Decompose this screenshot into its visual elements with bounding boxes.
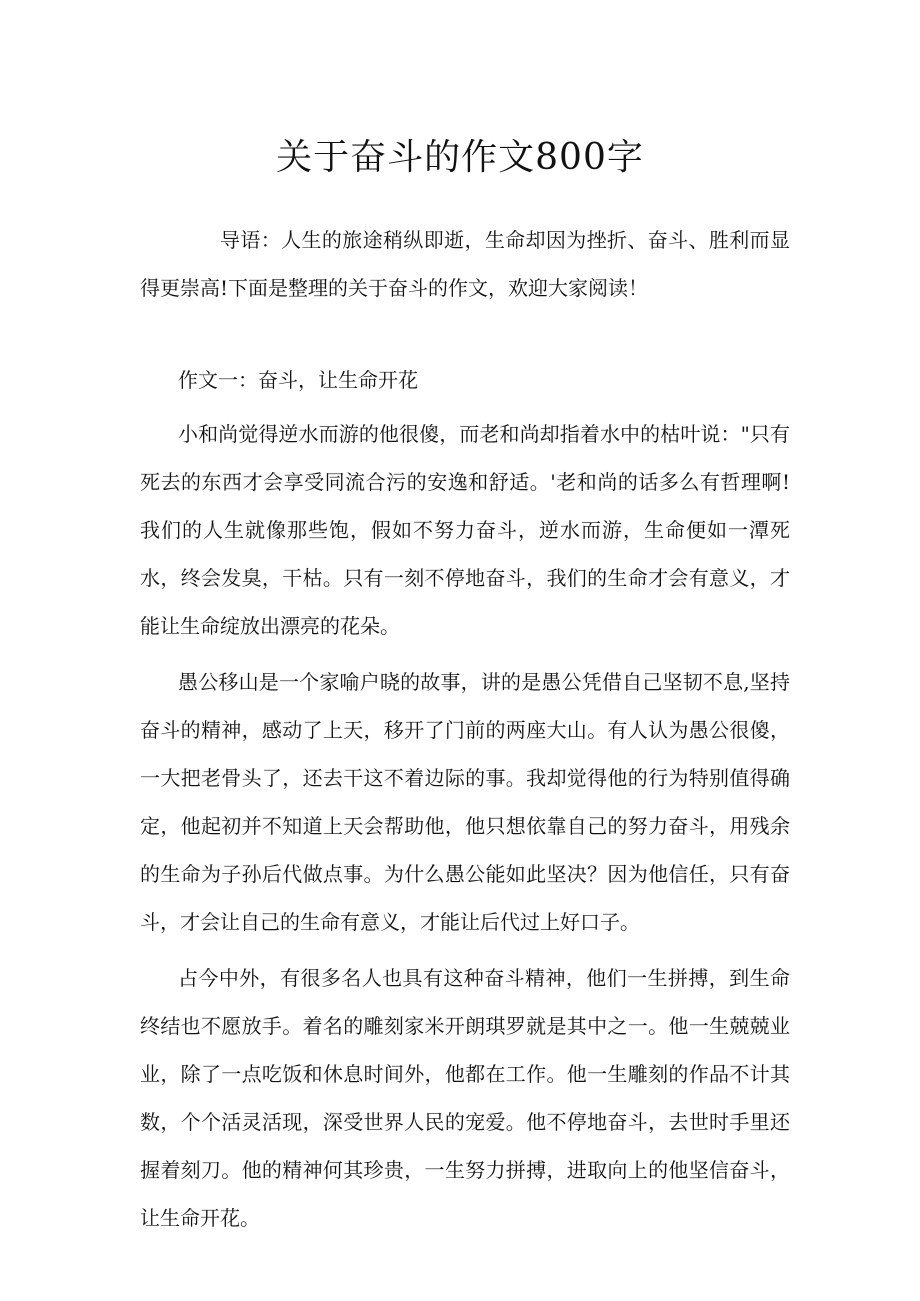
body-paragraph-3: 占今中外，有很多名人也具有这种奋斗精神，他们一生拼搏，到生命终结也不愿放手。着名的雕刻家米开朗琪罗就是其中之一。他一生兢兢业业，除了一点吃饭和休息时间外，他都在工作。他一生雕刻的作品不计其数，个个活灵活现，深受世界人民的宠爱。他不停地奋斗，去世时手里还握着刻刀。他的精神何其珍贵，一生努力拼搏，进取向上的他坚信奋斗，让生命开花。 xyxy=(140,966,790,1230)
body-paragraph-2: 愚公移山是一个家喻户晓的故事，讲的是愚公凭借自己坚韧不息,坚持奋斗的精神，感动了上天，移开了门前的两座大山。有人认为愚公很傻，一大把老骨头了，还去干这不着边际的事。我却觉得他的行为特别值得确定，他起初并不知道上天会帮助他，他只想依靠自己的努力奋斗，用残余的生命为子孙后代做点事。为什么愚公能如此坚决？因为他信任，只有奋斗，才会让自己的生命有意义，才能让后代过上好口子。 xyxy=(140,670,790,934)
body-paragraph-1: 小和尚觉得逆水而游的他很傻，而老和尚却指着水中的枯叶说："只有死去的东西才会享受同流合污的安逸和舒适。'老和尚的话多么有哲理啊!我们的人生就像那些饱，假如不努力奋斗，逆水而游，生命便如一潭死水，终会发臭，干枯。只有一刻不停地奋斗，我们的生命才会有意义，才能让生命绽放出漂亮的花朵。 xyxy=(140,422,790,638)
intro-paragraph: 导语：人生的旅途稍纵即逝，生命却因为挫折、奋斗、胜利而显得更崇高!下面是整理的关于奋斗的作文，欢迎大家阅读！ xyxy=(140,228,790,300)
document-title: 关于奋斗的作文800字 xyxy=(276,137,644,178)
section-heading: 作文一：奋斗，让生命开花 xyxy=(178,368,418,392)
article-body xyxy=(140,356,790,1242)
